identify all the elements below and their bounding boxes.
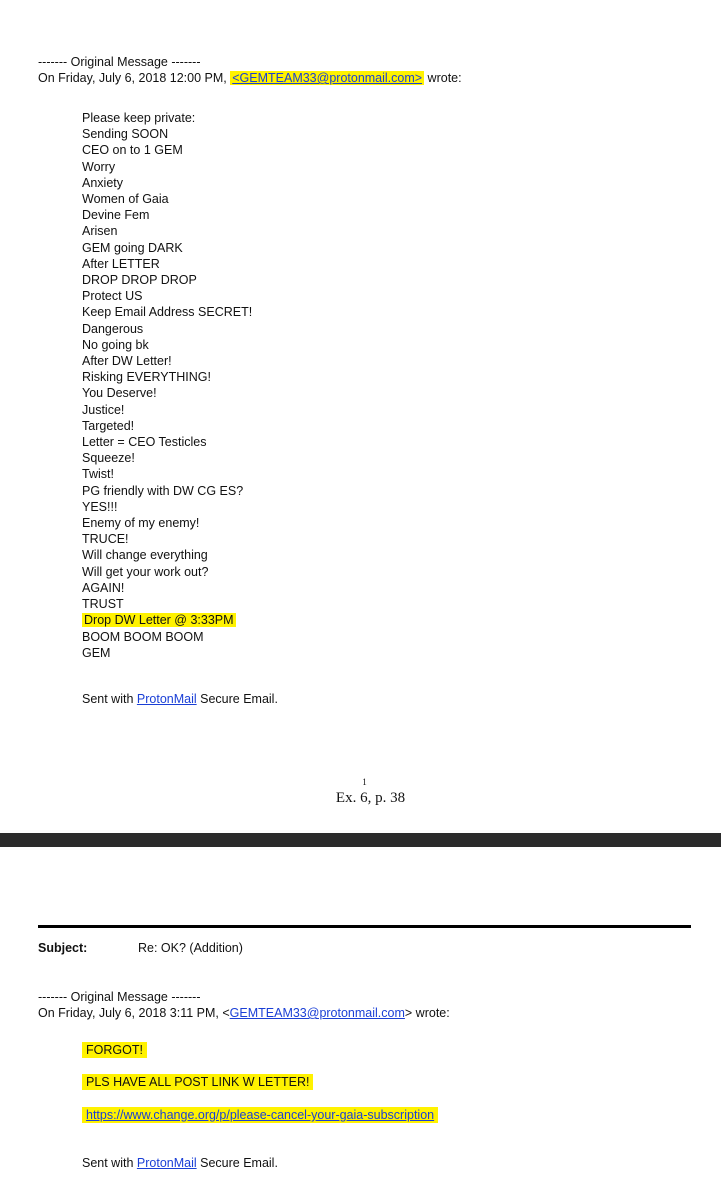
message-line: Worry: [82, 159, 116, 174]
message-line: Anxiety: [82, 175, 123, 190]
message-line: Please keep private:: [82, 111, 196, 125]
sent-with-line-2: [82, 1156, 278, 1170]
post-link-text: PLS HAVE ALL POST LINK W LETTER!: [82, 1074, 313, 1090]
subject-value: Re: OK? (Addition): [138, 941, 243, 955]
message-line: PG friendly with DW CG ES?: [82, 483, 244, 498]
message-line: No going bk: [82, 337, 149, 352]
sent-prefix: Sent with: [82, 692, 137, 706]
message-line: TRUCE!: [82, 532, 129, 547]
message-line: Keep Email Address SECRET!: [82, 305, 253, 320]
sender-email-link[interactable]: <GEMTEAM33@protonmail.com>: [232, 71, 423, 85]
message-line: Twist!: [82, 467, 114, 482]
sent-prefix-2: Sent with: [82, 1156, 137, 1170]
page-number: 1: [362, 777, 367, 787]
original-message-header: ------- Original Message -------: [38, 55, 201, 69]
highlighted-line: Drop DW Letter @ 3:33PM: [84, 613, 234, 628]
exhibit-label: Ex. 6, p. 38: [335, 790, 406, 806]
message-line: YES!!!: [82, 499, 118, 514]
message-line: GEM going DARK: [82, 240, 183, 255]
original-message-header-2: ------- Original Message -------: [38, 990, 201, 1004]
message-line: Justice!: [82, 402, 125, 417]
message-line: Will change everything: [82, 548, 208, 563]
subject-label: Subject:: [38, 941, 88, 955]
post-link-line: [82, 1075, 313, 1089]
protonmail-link-2[interactable]: ProtonMail: [136, 1156, 197, 1170]
message-line: AGAIN!: [82, 580, 125, 595]
message-line: DROP DROP DROP: [82, 273, 197, 288]
message-line: CEO on to 1 GEM: [82, 143, 183, 158]
from-suffix-2: > wrote:: [404, 1006, 450, 1020]
message-line: Sending SOON: [82, 127, 169, 142]
message-line: You Deserve!: [82, 386, 157, 401]
message-body: [82, 110, 252, 661]
message-line: Arisen: [82, 224, 118, 239]
forgot-text: FORGOT!: [82, 1042, 147, 1058]
header-rule: [38, 925, 691, 928]
message-line: BOOM BOOM BOOM: [82, 629, 204, 644]
document-page-2: [0, 847, 721, 1200]
message-line: Protect US: [82, 289, 143, 304]
message-line: Squeeze!: [82, 451, 135, 466]
message-line: TRUST: [82, 597, 124, 612]
from-line-2: [38, 1005, 450, 1021]
sender-email-link-2[interactable]: GEMTEAM33@protonmail.com: [229, 1006, 405, 1020]
from-line: [38, 70, 462, 86]
message-line: Women of Gaia: [82, 192, 169, 207]
from-prefix: On Friday, July 6, 2018 12:00 PM,: [38, 71, 231, 85]
forgot-line: [82, 1043, 147, 1057]
message-line: After DW Letter!: [82, 354, 172, 369]
from-prefix-2: On Friday, July 6, 2018 3:11 PM, <: [38, 1006, 230, 1020]
message-line: Dangerous: [82, 321, 144, 336]
sent-suffix: Secure Email.: [196, 692, 278, 706]
message-line: After LETTER: [82, 256, 160, 271]
sent-with-line: [82, 692, 278, 706]
message-line: Risking EVERYTHING!: [82, 370, 211, 385]
message-line: Targeted!: [82, 418, 135, 433]
protonmail-link[interactable]: ProtonMail: [136, 692, 197, 706]
message-line: Will get your work out?: [82, 564, 209, 579]
message-line: GEM: [82, 645, 111, 660]
change-org-link[interactable]: https://www.change.org/p/please-cancel-your-gaia-subscription: [86, 1108, 435, 1122]
sent-suffix-2: Secure Email.: [196, 1156, 278, 1170]
message-line: Enemy of my enemy!: [82, 516, 200, 531]
message-line: Devine Fem: [82, 208, 150, 223]
message-line: [82, 612, 252, 628]
from-suffix: wrote:: [424, 71, 462, 85]
url-line: [82, 1108, 438, 1122]
message-line: Letter = CEO Testicles: [82, 435, 207, 450]
page-divider: [0, 833, 721, 847]
